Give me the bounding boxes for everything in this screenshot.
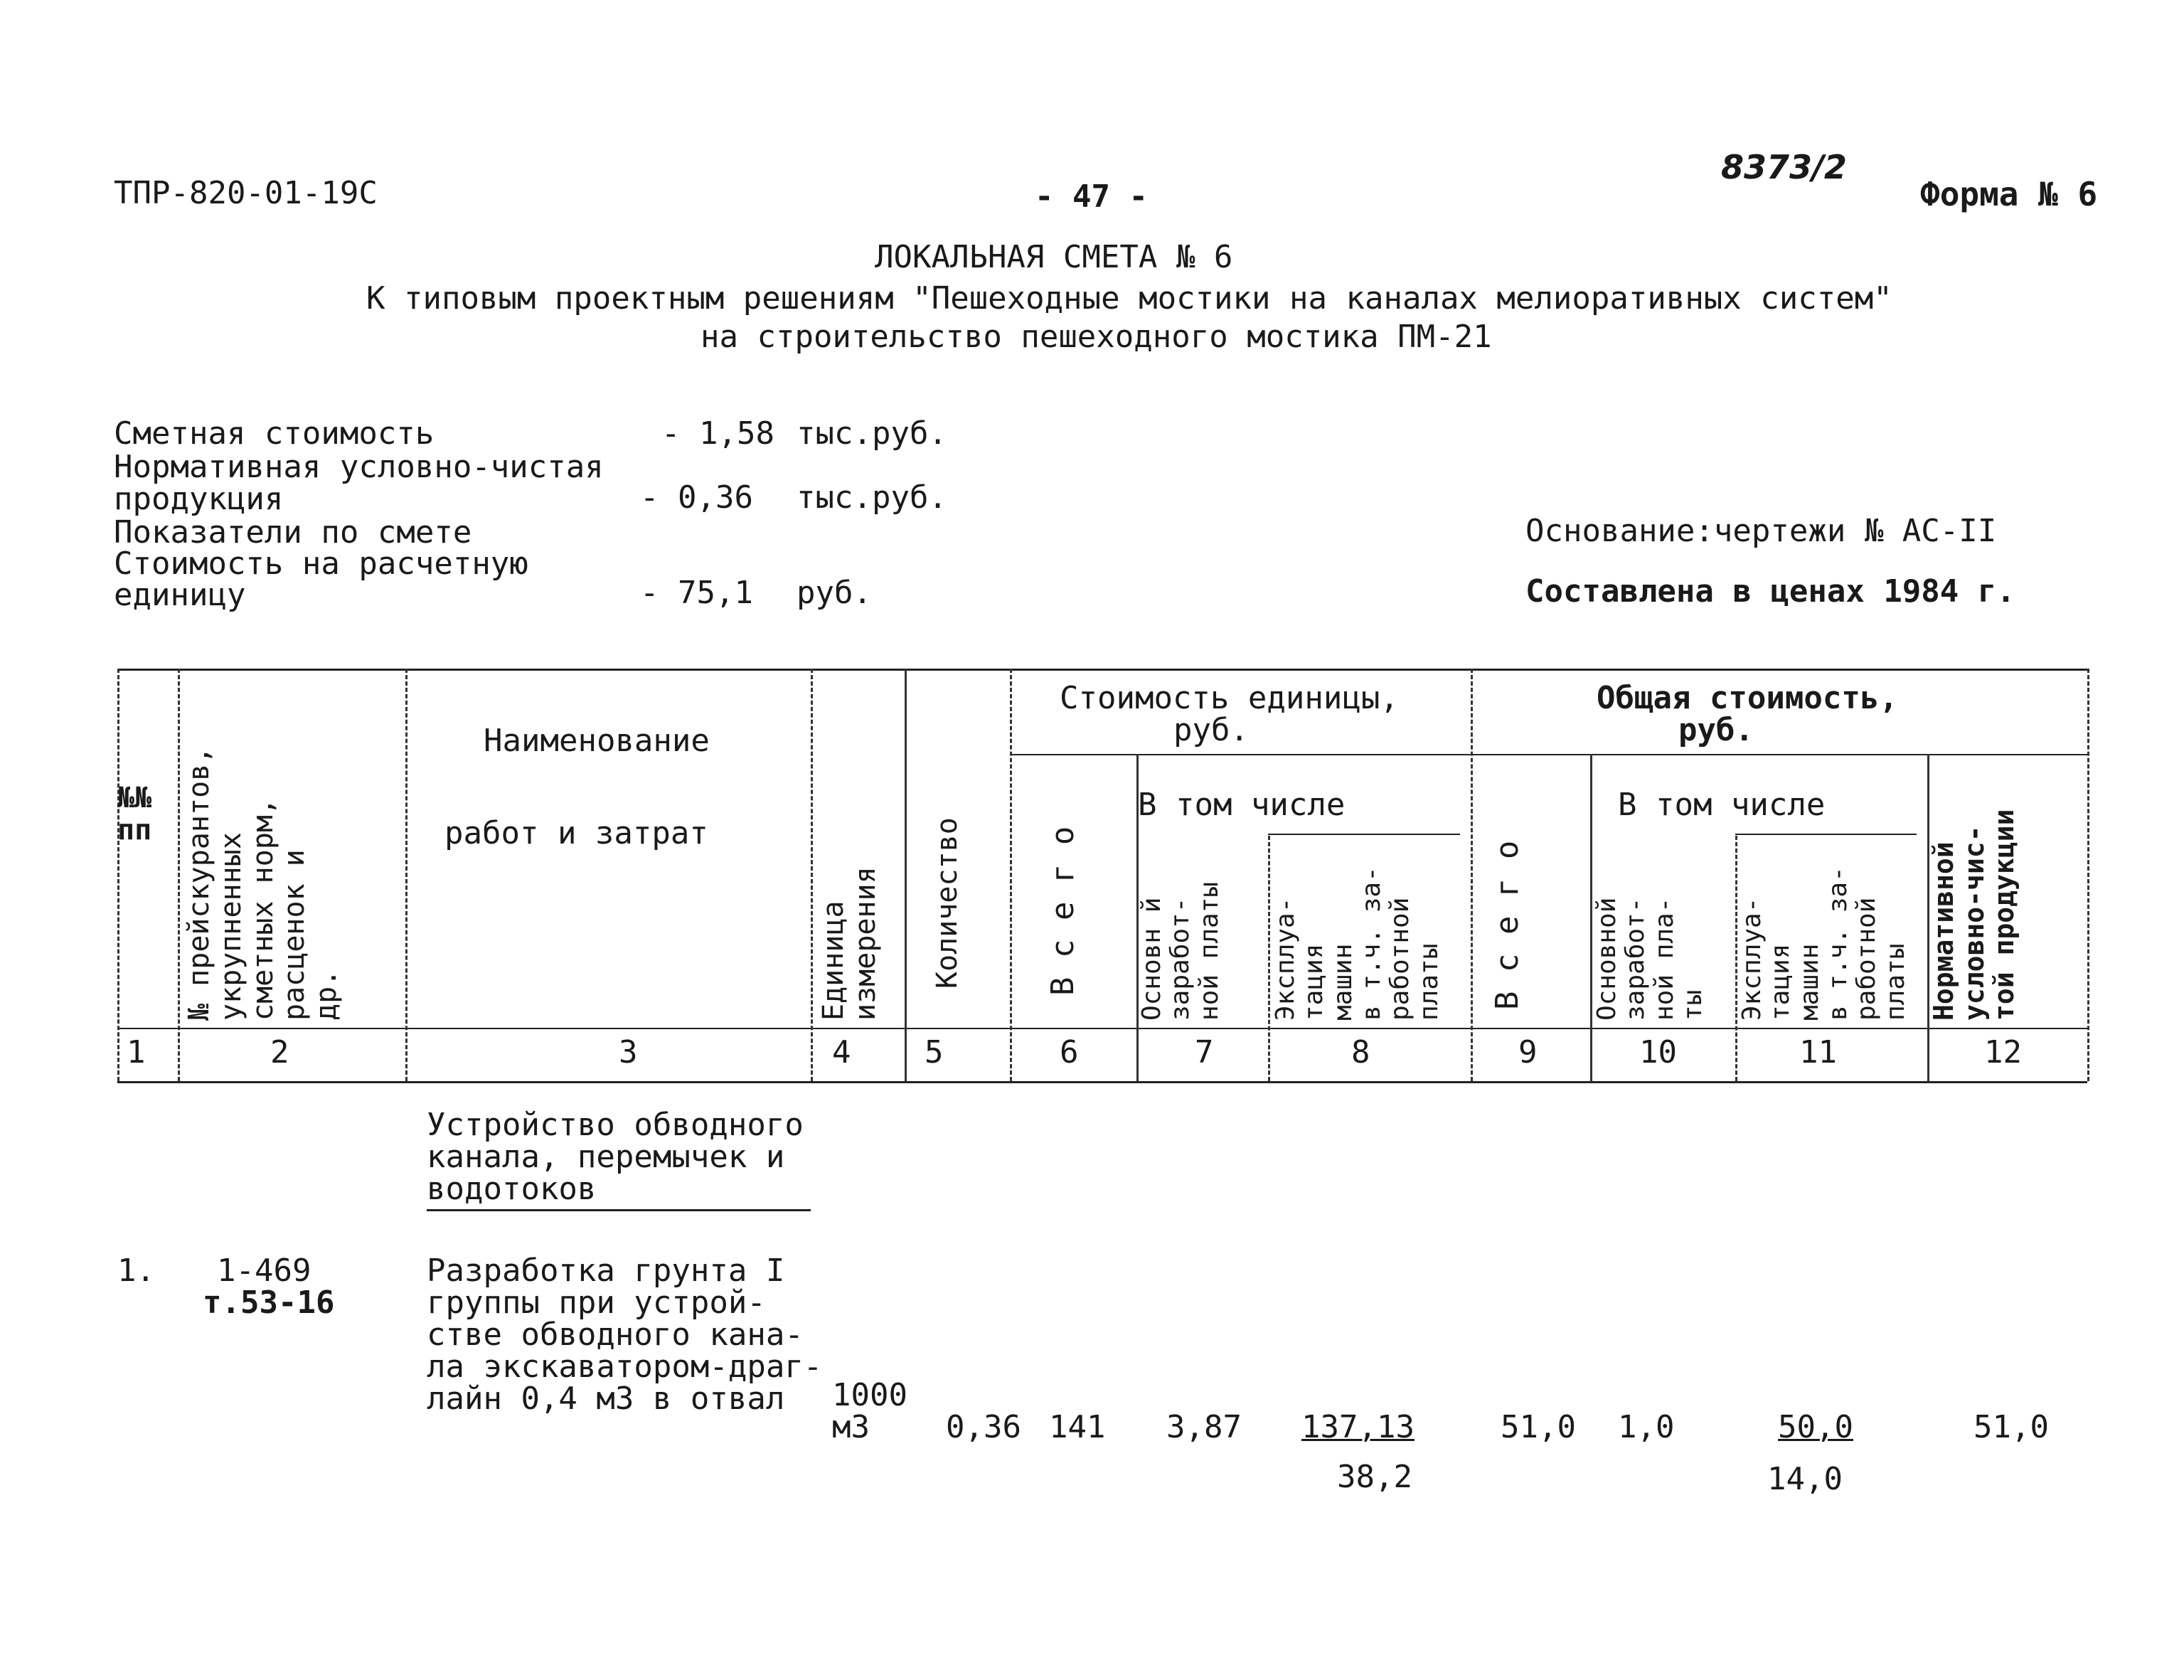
row-unit-cost-wages: 3,87 [1166,1409,1242,1445]
estimated-cost-unit: тыс.руб. [797,415,947,452]
col1-header: №№ пп [117,782,152,846]
row-unit-2: м3 [832,1409,870,1445]
unit-cost-label-1: Стоимость на расчетную [114,546,528,582]
section-title-line-3: водотоков [427,1171,597,1207]
col2-header: № прейскурантов, укрупненных сметных норм, расценок и др. [183,746,343,1021]
col12-header: Нормативной условно-чис- той продукции [1928,809,2020,1021]
col4-header: Единица измерения [817,866,882,1021]
row-name-4: ла экскаватором-драг- [427,1349,823,1385]
col11-header: Эксплуа- тация машин в т.ч. за- работной платы [1737,866,1910,1021]
indicators-label: Показатели по смете [114,514,472,551]
row-quantity: 0,36 [946,1409,1021,1445]
section-title-line-1: Устройство обводного [427,1107,804,1143]
col-number-12: 12 [1984,1034,2022,1070]
col3-header-2: работ и затрат [444,815,708,851]
row-total-cost: 51,0 [1501,1409,1576,1445]
col-number-8: 8 [1351,1034,1370,1070]
table-top-rule [117,669,2087,671]
row-code-2: т.53-16 [203,1285,335,1321]
net-output-label-2: продукция [114,481,284,517]
col-number-7: 7 [1195,1034,1214,1070]
estimate-subtitle: К типовым проектным решениям "Пешеходные мостики на каналах мелиоративных систем" [366,280,1892,317]
total-cost-group-header: Общая стоимость, [1597,680,1898,716]
net-output-value: - 0,36 [640,479,753,516]
form-label: Форма № 6 [1920,175,2098,213]
row-name-3: стве обводного кана- [427,1317,804,1353]
row-unit-cost-machines: 137,13 [1301,1409,1415,1445]
col10-header: Основной заработ- ной пла- ты [1592,897,1708,1021]
col7-header: Основн й заработ- ной платы [1137,881,1224,1021]
row-unit-1: 1000 [832,1377,907,1413]
col-number-2: 2 [270,1034,289,1070]
row-net-output: 51,0 [1973,1409,2049,1445]
estimated-cost-value: - 1,58 [661,415,774,452]
estimate-object: на строительство пешеходного мостика ПМ-21 [701,319,1492,355]
col3-header-1: Наименование [484,723,710,759]
unit-cost-value: - 75,1 [640,575,753,611]
row-number: 1. [117,1253,155,1289]
col-number-4: 4 [832,1034,851,1070]
header-bottom-rule [117,1028,2087,1029]
unit-cost-group-header-2: руб. [1173,712,1249,748]
row-name-2: группы при устрой- [427,1285,766,1321]
col-number-6: 6 [1060,1034,1079,1070]
price-level: Составлена в ценах 1984 г. [1525,573,2015,610]
col8-header: Эксплуа- тация машин в т.ч. за- работной платы [1271,866,1444,1021]
row-name-5: лайн 0,4 м3 в отвал [427,1381,785,1417]
table-numbers-rule [117,1081,2087,1083]
page-number: - 47 - [1035,179,1148,215]
row-unit-cost-machine-wages: 38,2 [1337,1459,1412,1495]
net-output-label-1: Нормативная условно-чистая [114,449,604,485]
row-total-wages: 1,0 [1618,1409,1675,1445]
col-number-9: 9 [1518,1034,1538,1070]
group-header-rule [1010,754,2087,755]
col6-header: В с е г о [1045,826,1081,996]
col-number-1: 1 [127,1034,146,1070]
row-total-machines: 50,0 [1778,1409,1853,1445]
col-number-11: 11 [1799,1034,1837,1070]
document-code: ТПР-820-01-19С [114,175,378,211]
section-title-line-2: канала, перемычек и [427,1139,785,1175]
estimate-basis: Основание:чертежи № АС-II [1525,513,1997,549]
col-number-10: 10 [1639,1034,1677,1070]
col-number-5: 5 [925,1034,944,1070]
section-underline [427,1209,811,1211]
total-cost-incl-header: В том числе [1618,787,1826,823]
col-number-3: 3 [619,1034,638,1070]
unit-cost-label-2: единицу [114,577,246,613]
unit-cost-incl-header: В том числе [1138,787,1346,823]
col5-header: Количество [931,817,964,989]
archive-number: 8373/2 [1721,148,1847,186]
estimate-title: ЛОКАЛЬНАЯ СМЕТА № 6 [875,239,1233,275]
row-name-1: Разработка грунта I [427,1253,785,1289]
row-unit-cost-total: 141 [1049,1409,1106,1445]
unit-cost-unit: руб. [797,575,872,611]
estimated-cost-label: Сметная стоимость [114,415,435,452]
total-cost-group-header-2: руб. [1678,712,1754,748]
row-total-machine-wages: 14,0 [1767,1461,1843,1497]
row-code-1: 1-469 [217,1253,311,1289]
col9-header: В с е г о [1489,840,1525,1010]
net-output-unit: тыс.руб. [797,479,947,516]
unit-cost-group-header: Стоимость единицы, [1060,680,1399,716]
